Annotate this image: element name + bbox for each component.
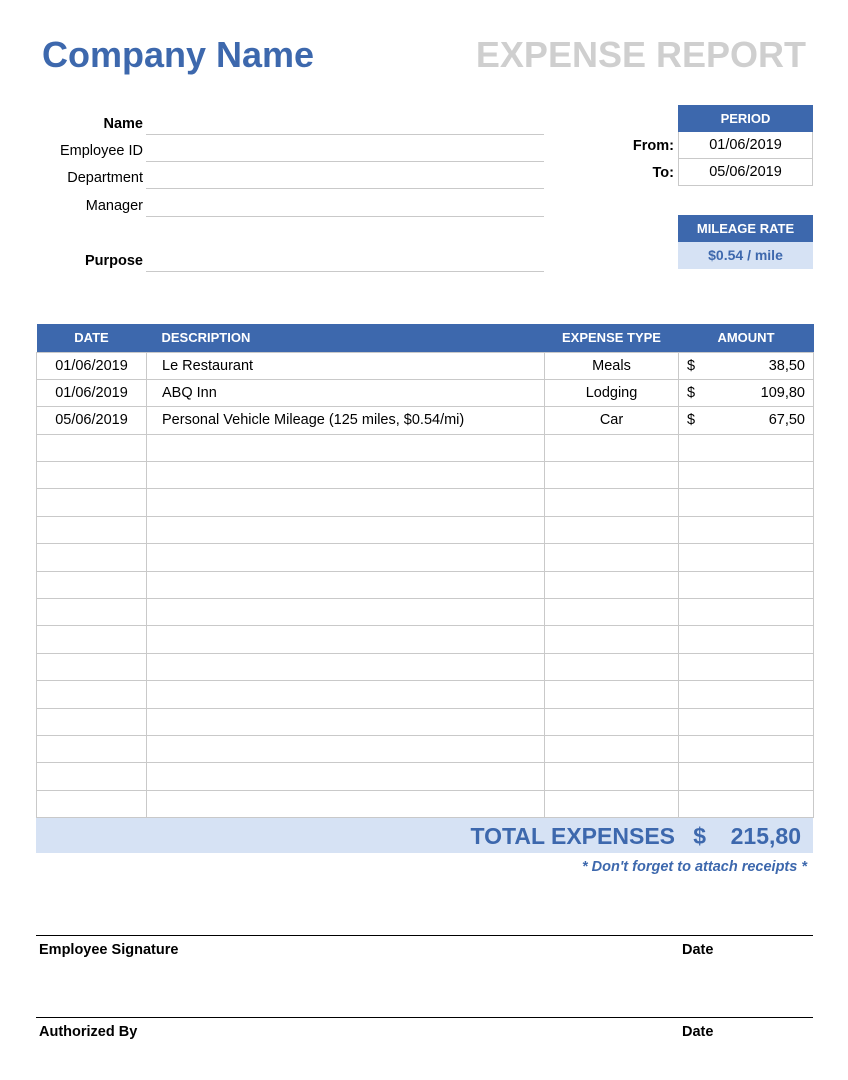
expense-type-cell[interactable] [545,571,679,598]
expense-table-header [37,324,814,352]
amount-cell[interactable] [679,653,814,680]
mileage-rate-value[interactable]: $0.54 / mile [678,242,813,269]
amount-cell[interactable] [679,379,814,406]
field-input[interactable] [146,271,544,272]
amount-cell[interactable] [679,790,814,817]
column-header-expense-type: EXPENSE TYPE [545,324,679,352]
amount-cell[interactable] [679,544,814,571]
date-cell[interactable] [37,516,147,543]
expense-type-cell[interactable] [545,434,679,461]
date-cell[interactable] [37,708,147,735]
description-cell[interactable]: Personal Vehicle Mileage (125 miles, $0.54/mi) [147,407,545,434]
date-cell[interactable] [37,489,147,516]
table-row [37,653,814,680]
description-cell[interactable] [147,434,545,461]
period-to-input[interactable]: 05/06/2019 [678,159,813,186]
description-cell[interactable] [147,790,545,817]
table-row [37,462,814,489]
expense-type-cell[interactable] [545,626,679,653]
expense-type-cell[interactable] [545,599,679,626]
authorized-by-label: Authorized By [39,1024,138,1040]
expense-type-cell[interactable] [545,489,679,516]
expense-type-cell[interactable] [545,708,679,735]
description-cell[interactable] [147,571,545,598]
description-cell[interactable] [147,489,545,516]
amount-currency: $ [687,357,696,374]
date-cell[interactable] [37,462,147,489]
field-input[interactable] [146,134,544,135]
date-cell[interactable] [37,735,147,762]
field-input[interactable] [146,161,544,162]
field-label: Name [103,116,143,132]
column-header-date: DATE [37,324,147,352]
authorized-date-label: Date [682,1024,714,1040]
amount-cell[interactable] [679,407,814,434]
expense-type-cell[interactable]: Lodging [545,379,679,406]
total-expenses-value: 215,80 [730,823,801,849]
table-row [37,681,814,708]
table-row [37,599,814,626]
description-cell[interactable]: Le Restaurant [147,352,545,379]
column-header-description: DESCRIPTION [147,324,545,352]
expense-type-cell[interactable] [545,735,679,762]
description-cell[interactable] [147,735,545,762]
table-row [37,516,814,543]
amount-cell[interactable] [679,489,814,516]
amount-cell[interactable] [679,434,814,461]
date-cell[interactable] [37,763,147,790]
description-cell[interactable] [147,599,545,626]
field-label: Employee ID [59,143,143,159]
period-label-to: To: [652,165,674,181]
expense-type-cell[interactable]: Car [545,407,679,434]
amount-value: 38,50 [768,357,805,374]
amount-cell[interactable] [679,516,814,543]
mileage-rate-box [678,215,813,269]
table-row [37,708,814,735]
amount-cell[interactable] [679,763,814,790]
description-cell[interactable] [147,653,545,680]
amount-currency: $ [687,412,696,429]
table-row [37,434,814,461]
date-cell[interactable] [37,599,147,626]
description-cell[interactable] [147,626,545,653]
table-row [37,735,814,762]
amount-cell[interactable] [679,708,814,735]
authorized-signature-line[interactable] [36,1017,813,1018]
description-cell[interactable] [147,544,545,571]
date-cell[interactable] [37,544,147,571]
date-cell[interactable]: 05/06/2019 [37,407,147,434]
amount-value: 109,80 [760,385,805,402]
field-label: Purpose [84,253,143,269]
column-header-amount: AMOUNT [679,324,814,352]
amount-cell[interactable] [679,681,814,708]
table-row [37,626,814,653]
date-cell[interactable] [37,790,147,817]
table-row [37,571,814,598]
period-from-input[interactable]: 01/06/2019 [678,132,813,159]
employee-signature-line[interactable] [36,935,813,936]
date-cell[interactable]: 01/06/2019 [37,352,147,379]
amount-cell[interactable] [679,352,814,379]
amount-cell[interactable] [679,626,814,653]
amount-cell[interactable] [679,462,814,489]
amount-cell[interactable] [679,735,814,762]
description-cell[interactable] [147,681,545,708]
total-expenses-bar [36,818,813,853]
amount-value: 67,50 [768,412,805,429]
expense-type-cell[interactable] [545,544,679,571]
expense-type-cell[interactable] [545,516,679,543]
expense-type-cell[interactable] [545,462,679,489]
expense-type-cell[interactable] [545,653,679,680]
expense-type-cell[interactable] [545,763,679,790]
amount-currency: $ [687,385,696,402]
table-row [37,352,814,379]
field-input[interactable] [146,216,544,217]
field-label: Manager [85,198,143,214]
report-title: EXPENSE REPORT [475,34,806,75]
description-cell[interactable] [147,708,545,735]
expense-type-cell[interactable] [545,681,679,708]
total-currency: $ [693,823,706,849]
amount-cell[interactable] [679,599,814,626]
table-row [37,407,814,434]
date-cell[interactable] [37,571,147,598]
table-row [37,379,814,406]
description-cell[interactable]: ABQ Inn [147,379,545,406]
date-cell[interactable] [37,653,147,680]
field-label: Department [67,170,143,186]
description-cell[interactable] [147,763,545,790]
expense-type-cell[interactable]: Meals [545,352,679,379]
period-header: PERIOD [678,105,813,132]
table-row [37,763,814,790]
table-row [37,544,814,571]
table-row [37,489,814,516]
date-cell[interactable]: 01/06/2019 [37,379,147,406]
period-box [678,105,813,186]
employee-signature-date-label: Date [682,942,714,958]
description-cell[interactable] [147,516,545,543]
period-label-from: From: [632,138,674,154]
receipt-reminder: * Don't forget to attach receipts * [581,859,807,875]
field-input[interactable] [146,188,544,189]
total-expenses-label: TOTAL EXPENSES [470,823,675,849]
date-cell[interactable] [37,626,147,653]
mileage-rate-header: MILEAGE RATE [678,215,813,242]
amount-cell[interactable] [679,571,814,598]
description-cell[interactable] [147,462,545,489]
date-cell[interactable] [37,434,147,461]
company-name: Company Name [42,34,315,75]
date-cell[interactable] [37,681,147,708]
expense-table [36,324,814,818]
table-row [37,790,814,817]
employee-signature-label: Employee Signature [39,942,179,958]
expense-type-cell[interactable] [545,790,679,817]
